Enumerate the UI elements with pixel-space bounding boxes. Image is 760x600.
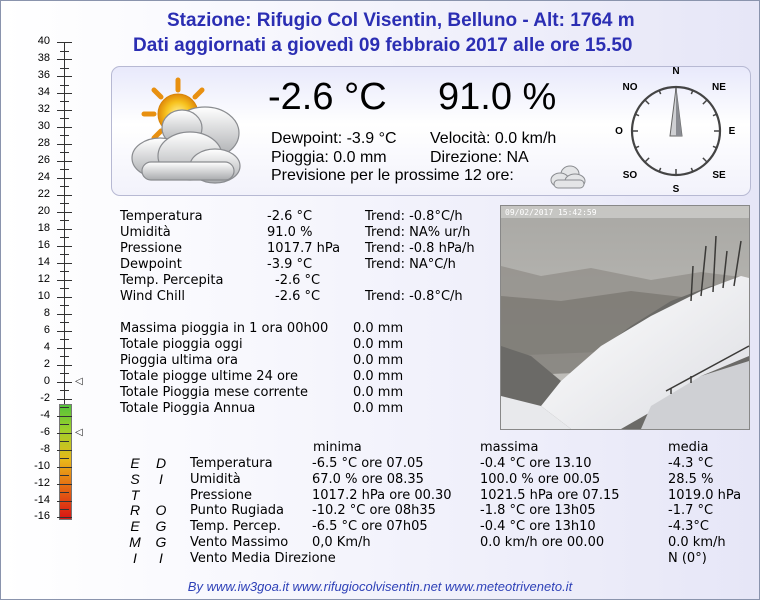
extreme-max: 100.0 % ore 00.05 (480, 471, 601, 487)
scale-minor-tick (60, 237, 69, 238)
scale-minor-tick (60, 68, 69, 69)
col-header-min: minima (313, 440, 362, 455)
rain-label: Totale pioggia oggi (120, 337, 243, 352)
scale-major-tick (57, 484, 72, 485)
reading-trend: Trend: -0.8°C/h (365, 209, 463, 224)
scale-label: 32 (37, 102, 50, 115)
extreme-min: -6.5 °C ore 07.05 (312, 456, 424, 471)
side-letter-extremes: M (129, 534, 141, 550)
scale-minor-tick (60, 322, 69, 323)
scale-label: -12 (34, 476, 50, 489)
dewpoint-text: Dewpoint: -3.9 °C (271, 130, 397, 147)
scale-label: -2 (40, 391, 50, 404)
scale-label: -8 (40, 442, 50, 455)
extreme-label: Vento Media Direzione (190, 550, 336, 566)
side-letter-extremes: R (129, 502, 141, 519)
extreme-min: 1017.2 hPa ore 00.30 (312, 487, 452, 503)
reading-label: Temp. Percepita (120, 273, 224, 288)
reading-trend: Trend: -0.8°C/h (365, 289, 463, 304)
scale-major-tick (57, 450, 72, 451)
side-letter-today: O (155, 502, 167, 519)
extreme-min: 67.0 % ore 08.35 (312, 471, 424, 487)
compass-s: S (672, 184, 680, 195)
compass-se: SE (712, 170, 726, 181)
station-title: Stazione: Rifugio Col Visentin, Belluno - Alt: 1764 m (167, 10, 635, 31)
current-temperature: -2.6 °C (268, 76, 387, 118)
rain-value: 0.0 mm (353, 401, 404, 416)
scale-label: -4 (40, 408, 50, 421)
scale-major-tick (57, 110, 72, 111)
rain-value: 0.0 mm (353, 337, 404, 352)
reading-value: 91.0 % (267, 225, 313, 240)
partly-cloudy-icon (120, 78, 255, 188)
extreme-max: -1.8 °C ore 13h05 (480, 503, 596, 519)
scale-minor-tick (60, 220, 69, 221)
wind-speed-text: Velocità: 0.0 km/h (430, 130, 557, 147)
scale-major-tick (57, 501, 72, 502)
rain-label: Pioggia ultima ora (120, 353, 238, 368)
rain-label: Massima pioggia in 1 ora 00h00 (120, 321, 329, 336)
scale-major-tick (57, 144, 72, 145)
scale-minor-tick (60, 271, 69, 272)
scale-label: 4 (43, 340, 50, 353)
scale-minor-tick (60, 458, 69, 459)
col-header-avg: media (668, 440, 709, 455)
extreme-avg: 1019.0 hPa (668, 487, 742, 503)
scale-minor-tick (60, 203, 69, 204)
scale-minor-tick (60, 339, 69, 340)
compass-e: E (728, 126, 736, 137)
extreme-avg: -4.3°C (668, 519, 709, 535)
cloudy-icon (548, 163, 588, 191)
scale-major-tick (57, 93, 72, 94)
scale-major-tick (57, 314, 72, 315)
scale-minor-tick (60, 135, 69, 136)
extreme-label: Punto Rugiada (190, 503, 285, 519)
wind-compass (616, 66, 741, 196)
scale-label: -10 (34, 459, 50, 472)
compass-tick (645, 100, 649, 104)
extreme-min: 0,0 Km/h (312, 535, 371, 550)
scale-major-tick (57, 399, 72, 400)
extreme-min: -10.2 °C ore 08h35 (312, 503, 436, 519)
reading-value: -2.6 °C (275, 273, 321, 288)
scale-minor-tick (60, 390, 69, 391)
compass-tick (703, 100, 707, 104)
side-letter-today: D (155, 455, 167, 471)
reading-value: 1017.7 hPa (267, 241, 341, 256)
current-humidity: 91.0 % (438, 76, 557, 118)
scale-label: 18 (37, 221, 50, 234)
rain-label: Totale Pioggia Annua (120, 401, 256, 416)
scale-label: 6 (43, 323, 50, 336)
side-letter-extremes: T (130, 486, 140, 503)
scale-minor-tick (60, 424, 69, 425)
update-subtitle: Dati aggiornati a giovedì 09 febbraio 2017 alle ore 15.50 (133, 35, 633, 56)
reading-trend: Trend: NA% ur/h (365, 225, 471, 240)
compass-ne: NE (712, 82, 726, 93)
reading-value: -2.6 °C (267, 209, 313, 224)
webcam-timestamp: 09/02/2017 15:42:59 (505, 208, 597, 217)
extreme-label: Vento Massimo (190, 535, 289, 550)
side-letter-today: G (155, 534, 167, 550)
scale-minor-tick (60, 356, 69, 357)
scale-label: 2 (43, 357, 50, 370)
scale-major-tick (57, 127, 72, 128)
reading-label: Umidità (120, 225, 171, 240)
scale-minor-tick (60, 475, 69, 476)
compass-tick (645, 158, 649, 162)
scale-minor-tick (60, 85, 69, 86)
side-letter-today: G (155, 518, 167, 535)
reading-trend: Trend: NA°C/h (365, 257, 456, 272)
scale-label: 12 (37, 272, 50, 285)
extreme-label: Temp. Percep. (190, 519, 281, 535)
reading-trend: Trend: -0.8 hPa/h (365, 241, 475, 256)
scale-label: 28 (37, 136, 50, 149)
scale-minor-tick (60, 509, 69, 510)
scale-major-tick (57, 348, 72, 349)
webcam-image (500, 205, 750, 430)
compass-o: O (615, 126, 623, 137)
scale-label: 36 (37, 69, 50, 81)
side-letter-today: I (159, 470, 163, 487)
scale-label: 16 (37, 238, 50, 251)
footer-credits: By www.iw3goa.it www.rifugiocolvisentin.net www.meteotriveneto.it (187, 579, 573, 594)
reading-label: Pressione (120, 241, 183, 256)
rain-value: 0.0 mm (353, 369, 404, 384)
scale-label: 20 (37, 204, 50, 217)
scale-major-tick (57, 229, 72, 230)
side-letter-today: I (159, 549, 163, 566)
compass-needle (670, 88, 682, 136)
reading-label: Dewpoint (120, 257, 182, 272)
scale-major-tick (57, 467, 72, 468)
reading-label: Wind Chill (120, 289, 185, 304)
scale-major-tick (57, 517, 72, 518)
extreme-label: Pressione (190, 487, 253, 503)
extreme-avg: 0.0 km/h (668, 535, 726, 550)
wind-direction-text: Direzione: NA (430, 149, 529, 166)
scale-label: -14 (34, 493, 50, 506)
current-temp-marker: ◁ (75, 376, 83, 387)
side-letter-extremes: E (130, 518, 140, 535)
scale-label: 34 (37, 85, 50, 98)
scale-minor-tick (60, 152, 69, 153)
scale-label: -16 (34, 510, 50, 523)
col-header-max: massima (480, 440, 539, 455)
side-letter-extremes: I (133, 549, 137, 566)
scale-major-tick (57, 416, 72, 417)
scale-major-tick (57, 212, 72, 213)
scale-label: 10 (37, 289, 50, 302)
scale-label: 24 (37, 170, 50, 183)
scale-major-tick (57, 280, 72, 281)
scale-label: -6 (40, 425, 50, 438)
compass-no: NO (622, 82, 638, 93)
reading-value: -2.6 °C (275, 289, 321, 304)
scale-minor-tick (60, 288, 69, 289)
scale-minor-tick (60, 51, 69, 52)
reading-value: -3.9 °C (267, 257, 313, 272)
rain-text: Pioggia: 0.0 mm (271, 149, 387, 166)
scale-minor-tick (60, 407, 69, 408)
side-letter-extremes: S (130, 470, 140, 487)
scale-major-tick (57, 161, 72, 162)
min-temp-marker: ◁ (75, 427, 83, 438)
extreme-max: 0.0 km/h ore 00.00 (480, 535, 605, 550)
scale-label: 26 (37, 153, 50, 166)
extreme-avg: -4.3 °C (668, 456, 714, 471)
extreme-max: -0.4 °C ore 13.10 (480, 456, 592, 471)
extreme-avg: -1.7 °C (668, 503, 714, 519)
scale-major-tick (57, 365, 72, 366)
compass-tick (703, 158, 707, 162)
scale-label: 0 (43, 374, 50, 387)
extreme-max: 1021.5 hPa ore 07.15 (480, 487, 620, 503)
scale-minor-tick (60, 441, 69, 442)
extreme-avg: 28.5 % (668, 471, 714, 487)
scale-major-tick (57, 263, 72, 264)
rain-value: 0.0 mm (353, 385, 404, 400)
scale-major-tick (57, 59, 72, 60)
compass-n: N (672, 66, 680, 77)
scale-minor-tick (60, 169, 69, 170)
scale-minor-tick (60, 305, 69, 306)
rain-value: 0.0 mm (353, 353, 404, 368)
extreme-max: -0.4 °C ore 13h10 (480, 519, 596, 535)
extreme-min: -6.5 °C ore 07h05 (312, 519, 428, 535)
scale-label: 38 (37, 52, 50, 64)
scale-major-tick (57, 433, 72, 434)
scale-minor-tick (60, 254, 69, 255)
scale-major-tick (57, 178, 72, 179)
scale-major-tick (57, 331, 72, 332)
extreme-label: Umidità (190, 471, 241, 487)
thermometer-bar (59, 404, 72, 520)
rain-value: 0.0 mm (353, 321, 404, 336)
scale-minor-tick (60, 492, 69, 493)
scale-minor-tick (60, 118, 69, 119)
reading-label: Temperatura (120, 209, 203, 224)
forecast-text: Previsione per le prossime 12 ore: (271, 167, 514, 184)
scale-label: 30 (37, 119, 50, 132)
scale-major-tick (57, 195, 72, 196)
scale-major-tick (57, 297, 72, 298)
extreme-label: Temperatura (190, 456, 273, 471)
scale-minor-tick (60, 186, 69, 187)
scale-major-tick (57, 42, 72, 43)
scale-label: 14 (37, 255, 50, 268)
scale-major-tick (57, 382, 72, 383)
scale-label: 40 (37, 35, 50, 47)
rain-label: Totale Pioggia mese corrente (120, 385, 308, 400)
scale-minor-tick (60, 101, 69, 102)
scale-label: 22 (37, 187, 50, 200)
extreme-avg: N (0°) (668, 550, 707, 566)
scale-label: 8 (43, 306, 50, 319)
scale-major-tick (57, 246, 72, 247)
rain-label: Totale piogge ultime 24 ore (120, 369, 298, 384)
scale-major-tick (57, 76, 72, 77)
scale-minor-tick (60, 373, 69, 374)
compass-so: SO (622, 170, 638, 181)
webcam-scene (501, 206, 749, 429)
side-letter-extremes: E (130, 455, 140, 471)
